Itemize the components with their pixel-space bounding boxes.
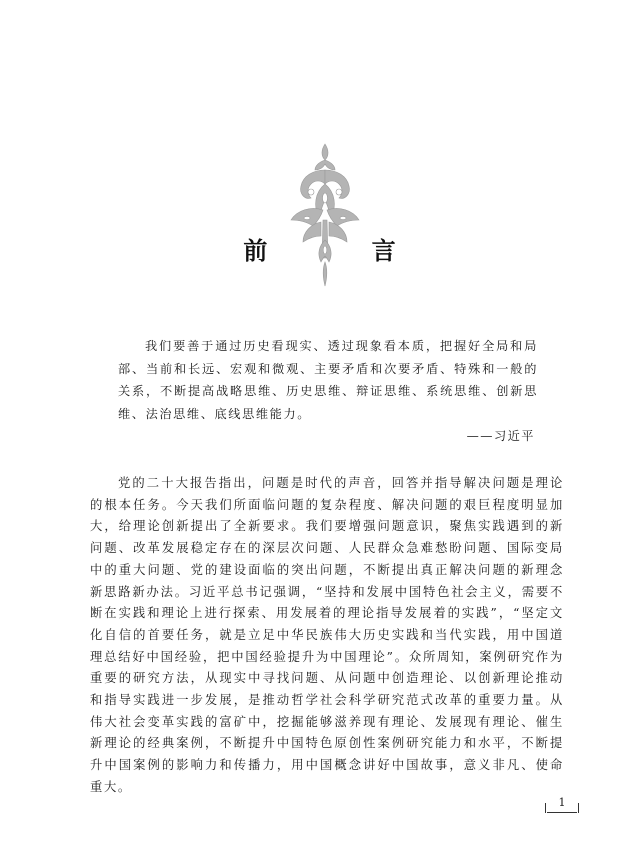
body-paragraph: 党的二十大报告指出，问题是时代的声音，回答并指导解决问题是理论的根本任务。今天我们所面临问题的复杂程度、解决问题的艰巨程度明显加大，给理论创新提出了全新要求。我们要增强问题意识，聚焦实践遇到的新问题、改革发展稳定存在的深层次问题、人民群众急难愁盼问题、国际变局中的重大问题、党的建设面临的突出问题，不断提出真正解决问题的新理念新思路新办法。习近平总书记强调，“坚持和发展中国特色社会主义，需要不断在实践和理论上进行探索、用发展着的理论指导发展着的实践”，“坚定文化自信的首要任务，就是立足中华民族伟大历史实践和当代实践，用中国道理总结好中国经验，把中国经验提升为中国理论”。众所周知，案例研究作为重要的研究方法，从现实中寻找问题、从问题中创造理论、以创新理论推动和指导实践进一步发展，是推动哲学社会科学研究范式改革的重要力量。从伟大社会变革实践的富矿中，挖掘能够滋养现有理论、发展现有理论、催生新理论的经典案例，不断提升中国特色原创性案例研究能力和水平，不断提升中国案例的影响力和传播力，用中国概念讲好中国故事，意义非凡、使命重大。 [90, 476, 564, 794]
epigraph-quote: 我们要善于通过历史看现实、透过现象看本质，把握好全局和局部、当前和长远、宏观和微观、主要矛盾和次要矛盾、特殊和一般的关系，不断提高战略思维、历史思维、辩证思维、系统思维、创新思维、法治思维、底线思维能力。 [118, 339, 538, 421]
epigraph-attribution: ——习近平 [466, 429, 535, 443]
page-number: 1 [547, 796, 577, 813]
floral-ornament-icon [285, 140, 365, 290]
preface-heading: 前 言 [243, 236, 444, 265]
